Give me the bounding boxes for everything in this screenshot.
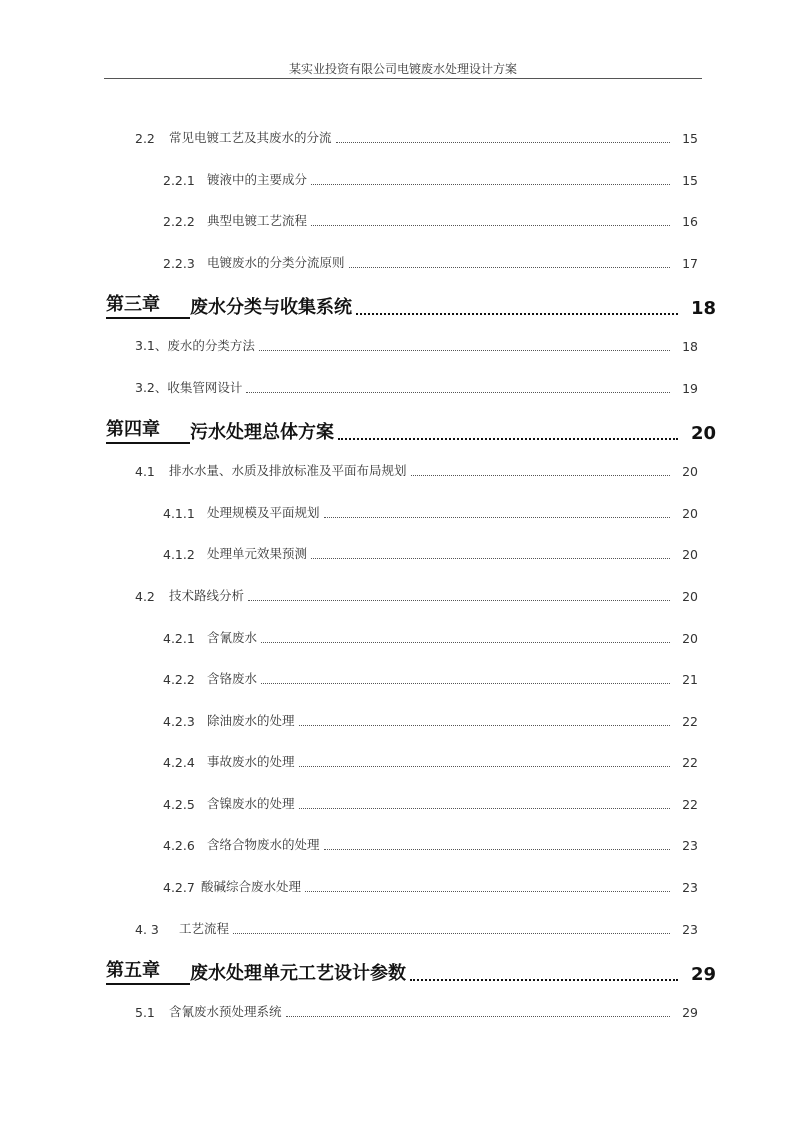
toc-title: 除油废水的处理: [207, 713, 295, 728]
toc-number: 4.1: [135, 464, 155, 479]
toc-title: 常见电镀工艺及其废水的分流: [169, 130, 332, 145]
toc-leader: [305, 890, 670, 892]
toc-number: 4.1.2: [163, 547, 195, 562]
toc-entry[interactable]: [163, 711, 698, 729]
chapter-number: 第三章: [106, 290, 190, 319]
toc-number: 2.2.2: [163, 214, 195, 229]
toc-number: 4.2.5: [163, 797, 195, 812]
toc-entry[interactable]: [163, 794, 698, 812]
toc-page: 18: [682, 339, 698, 354]
toc-page: 20: [682, 589, 698, 604]
toc-number: 4.2.1: [163, 631, 195, 646]
toc-leader: [324, 516, 670, 518]
toc-page: 21: [682, 672, 698, 687]
toc-page: 23: [682, 880, 698, 895]
toc-number: 5.1: [135, 1005, 155, 1020]
toc-title: 含络合物废水的处理: [207, 837, 320, 852]
toc-page: 15: [682, 131, 698, 146]
toc-page: 22: [682, 755, 698, 770]
toc-number: 4. 3: [135, 922, 159, 937]
toc-leader: [286, 1015, 670, 1017]
toc-entry[interactable]: [163, 503, 698, 521]
toc-leader: [259, 349, 670, 351]
toc-leader: [261, 641, 670, 643]
toc-title: 排水水量、水质及排放标准及平面布局规划: [169, 463, 407, 478]
toc-title: 镀液中的主要成分: [207, 172, 308, 187]
toc-number: 2.2.3: [163, 256, 195, 271]
toc-entry[interactable]: [163, 253, 698, 271]
toc-entry[interactable]: [135, 378, 698, 396]
toc-page: 23: [682, 838, 698, 853]
toc-page: 17: [682, 256, 698, 271]
toc-number: 4.2.7: [163, 880, 195, 895]
toc-entry[interactable]: [135, 128, 698, 146]
toc-entry[interactable]: [163, 170, 698, 188]
toc-title: 处理规模及平面规划: [207, 505, 320, 520]
toc-title: 电镀废水的分类分流原则: [207, 255, 345, 270]
chapter-title: 废水分类与收集系统: [190, 297, 352, 318]
toc-page: 18: [690, 298, 716, 319]
toc-title: 典型电镀工艺流程: [207, 213, 308, 228]
chapter-number: 第四章: [106, 415, 190, 444]
toc-entry[interactable]: [135, 1002, 698, 1020]
toc-page: 22: [682, 714, 698, 729]
toc-leader: [311, 183, 670, 185]
toc-title: 含氰废水: [207, 630, 258, 645]
toc-page: 19: [682, 381, 698, 396]
toc-page: 20: [690, 423, 716, 444]
toc-number: 4.1.1: [163, 506, 195, 521]
toc-leader: [261, 682, 670, 684]
toc-leader: [411, 474, 670, 476]
toc-leader: [311, 224, 670, 226]
toc-page: 15: [682, 173, 698, 188]
toc-page: 23: [682, 922, 698, 937]
toc-leader: [356, 312, 678, 315]
toc-leader: [349, 266, 670, 268]
toc-title: 3.1、废水的分类方法: [135, 338, 255, 353]
toc-entry[interactable]: [135, 461, 698, 479]
toc-leader: [299, 765, 670, 767]
toc-title: 含镍废水的处理: [207, 796, 295, 811]
toc-title: 含铬废水: [207, 671, 258, 686]
toc-chapter[interactable]: [106, 415, 716, 444]
toc-leader: [410, 978, 678, 981]
toc-title: 酸碱综合废水处理: [201, 879, 302, 894]
toc-number: 4.2.4: [163, 755, 195, 770]
toc-leader: [338, 437, 678, 440]
toc-entry[interactable]: [163, 544, 698, 562]
toc-title: 事故废水的处理: [207, 754, 295, 769]
toc-title: 处理单元效果预测: [207, 546, 308, 561]
chapter-number: 第五章: [106, 956, 190, 985]
toc-title: 含氰废水预处理系统: [169, 1004, 282, 1019]
toc-number: 4.2.6: [163, 838, 195, 853]
toc-leader: [233, 932, 670, 934]
toc-entry[interactable]: [163, 835, 698, 853]
toc-number: 2.2.1: [163, 173, 195, 188]
toc-number: 4.2: [135, 589, 155, 604]
toc-entry[interactable]: [163, 669, 698, 687]
toc-number: 4.2.2: [163, 672, 195, 687]
toc-page: 16: [682, 214, 698, 229]
toc-leader: [336, 141, 670, 143]
toc-page: 29: [682, 1005, 698, 1020]
toc-title: 技术路线分析: [169, 588, 245, 603]
toc-leader: [311, 557, 670, 559]
toc-chapter[interactable]: [106, 290, 716, 319]
toc-entry[interactable]: [163, 211, 698, 229]
toc-entry[interactable]: [135, 336, 698, 354]
toc-entry[interactable]: [135, 586, 698, 604]
toc-number: 2.2: [135, 131, 155, 146]
toc-entry[interactable]: [163, 877, 698, 895]
toc-entry[interactable]: [163, 628, 698, 646]
toc-title: 3.2、收集管网设计: [135, 380, 243, 395]
toc-page: 20: [682, 547, 698, 562]
header-rule: [104, 78, 702, 79]
toc-title: 工艺流程: [179, 921, 230, 936]
toc-page: 29: [690, 964, 716, 985]
toc-chapter[interactable]: [106, 956, 716, 985]
toc-leader: [246, 391, 670, 393]
toc-leader: [299, 807, 670, 809]
toc-page: 20: [682, 631, 698, 646]
toc-leader: [248, 599, 670, 601]
toc-leader: [299, 724, 670, 726]
toc-entry[interactable]: [135, 919, 698, 937]
toc-entry[interactable]: [163, 752, 698, 770]
toc-page: 20: [682, 464, 698, 479]
chapter-title: 废水处理单元工艺设计参数: [190, 963, 406, 984]
toc-number: 4.2.3: [163, 714, 195, 729]
running-header: 某实业投资有限公司电镀废水处理设计方案: [288, 62, 517, 76]
toc-page: 20: [682, 506, 698, 521]
toc-leader: [324, 848, 670, 850]
chapter-title: 污水处理总体方案: [190, 422, 334, 443]
toc-page: 22: [682, 797, 698, 812]
